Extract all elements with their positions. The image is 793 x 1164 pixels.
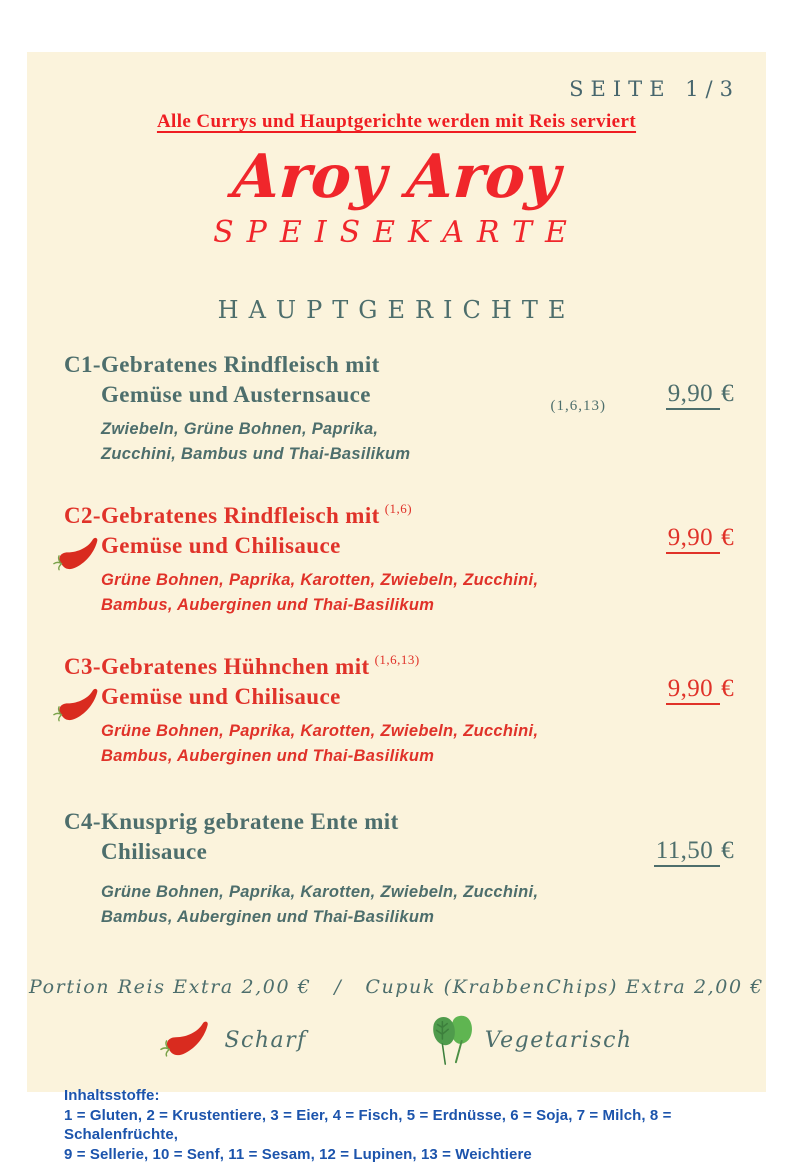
- item-title-line2: Gemüse und Austernsauce: [101, 380, 734, 410]
- page-number: SEITE 1/3: [27, 52, 766, 101]
- item-title: [64, 645, 734, 712]
- item-title-line2: Gemüse und Chilisauce: [101, 531, 734, 561]
- restaurant-title: Aroy Aroy: [24, 139, 768, 215]
- legend-spicy: [160, 1019, 306, 1061]
- section-heading: HAUPTGERICHTE: [27, 296, 766, 324]
- allergen-legend-title: Inhaltsstoffe:: [64, 1086, 736, 1106]
- item-title-line2: Chilisauce: [101, 837, 734, 867]
- menu-item-c3: [64, 645, 734, 769]
- item-price: 9,90 €: [666, 674, 734, 704]
- item-price: 9,90 €: [666, 523, 734, 553]
- item-code: C3-: [64, 652, 101, 682]
- menu-page-sheet: [27, 52, 766, 1092]
- item-title-line1: C1-Gebratenes Rindfleisch mit: [64, 350, 734, 380]
- item-title: [64, 807, 734, 867]
- item-code: C4-: [64, 807, 101, 837]
- legend-vegetarian: [429, 1012, 633, 1068]
- item-code: C1-: [64, 350, 101, 380]
- item-code: C2-: [64, 501, 101, 531]
- item-title-line1: C3-Gebratenes Hühnchen mit $^{(1,6,13)}$: [64, 645, 734, 682]
- item-title: [64, 350, 734, 410]
- allergen-legend-line1: 1 = Gluten, 2 = Krustentiere, 3 = Eier, 4 = Fisch, 5 = Erdnüsse, 6 = Soja, 7 = Milch, 8 = Schalenfrüchte,: [64, 1106, 736, 1145]
- item-price: 9,90 €: [666, 379, 734, 409]
- item-title-line1: C2-Gebratenes Rindfleisch mit $^{(1,6)}$: [64, 494, 734, 531]
- item-description: Zwiebeln, Grüne Bohnen, Paprika, Zucchini, Bambus und Thai-Basilikum: [101, 417, 734, 467]
- allergen-codes: (1,6): [385, 501, 412, 516]
- menu-subtitle: SPEISEKARTE: [27, 215, 766, 250]
- allergen-codes: (1,6,13): [375, 652, 420, 667]
- item-title: [64, 494, 734, 561]
- menu-items-list: [64, 350, 734, 930]
- item-description: Grüne Bohnen, Paprika, Karotten, Zwiebeln, Zucchini, Bambus, Auberginen und Thai-Basilikum: [101, 880, 734, 930]
- vegetarian-label: Vegetarisch: [485, 1028, 633, 1053]
- menu-item-c1: [64, 350, 734, 467]
- chili-icon: [160, 1019, 216, 1061]
- spicy-label: Scharf: [224, 1028, 306, 1053]
- allergen-legend: [64, 1086, 736, 1164]
- item-description: Grüne Bohnen, Paprika, Karotten, Zwiebeln, Zucchini, Bambus, Auberginen und Thai-Basilikum: [101, 719, 734, 769]
- item-description: Grüne Bohnen, Paprika, Karotten, Zwiebeln, Zucchini, Bambus, Auberginen und Thai-Basilikum: [101, 568, 734, 618]
- menu-item-c4: [64, 807, 734, 930]
- item-title-line2: Gemüse und Chilisauce: [101, 682, 734, 712]
- extras-note: Portion Reis Extra 2,00 € / Cupuk (KrabbenChips) Extra 2,00 €: [27, 976, 766, 998]
- legend-row: [27, 1010, 766, 1070]
- allergen-legend-line2: 9 = Sellerie, 10 = Senf, 11 = Sesam, 12 = Lupinen, 13 = Weichtiere: [64, 1145, 736, 1164]
- chili-icon: [53, 534, 105, 576]
- serving-notice: Alle Currys und Hauptgerichte werden mit Reis serviert: [27, 111, 766, 133]
- leaf-icon: [429, 1012, 477, 1068]
- item-price: 11,50 €: [654, 836, 734, 866]
- allergen-codes: (1,6,13): [551, 391, 607, 421]
- item-title-line1: C4-Knusprig gebratene Ente mit: [64, 807, 734, 837]
- chili-icon: [53, 685, 105, 727]
- menu-item-c2: [64, 494, 734, 618]
